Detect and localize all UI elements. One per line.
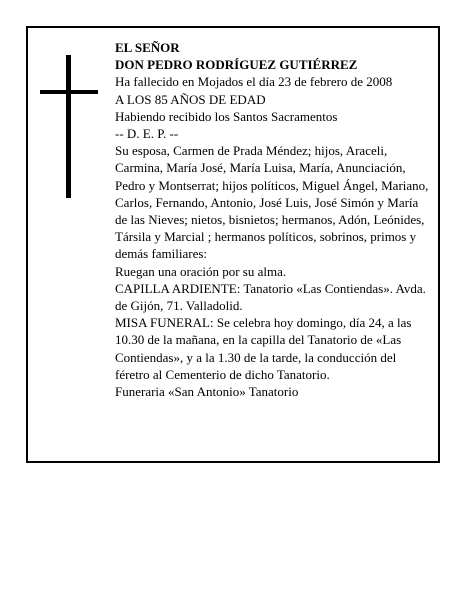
notice-text [115,39,433,400]
chapel-paragraph: CAPILLA ARDIENTE: Tanatorio «Las Contiendas». Avda. de Gijón, 71. Valladolid. [115,280,426,314]
deceased-name: DON PEDRO RODRÍGUEZ GUTIÉRREZ [115,57,358,73]
cross-horizontal-bar [40,90,98,94]
title-line-1: EL SEÑOR [115,40,180,55]
prayer-line: Ruegan una oración por su alma. [115,263,287,279]
cross-vertical-bar [66,55,71,198]
dep-line: -- D. E. P. -- [115,126,179,142]
obituary-notice [26,26,440,463]
sacraments-line: Habiendo recibido los Santos Sacramentos [115,108,338,124]
death-date-line: Ha fallecido en Mojados el día 23 de febrero de 2008 [115,74,393,90]
funeral-home-line: Funeraria «San Antonio» Tanatorio [115,384,299,400]
family-paragraph: Su esposa, Carmen de Prada Méndez; hijos, Araceli, Carmina, María José, María Luisa, María, Anunciación, Pedro y Montserrat; hijos políticos, Miguel Ángel, Mariano, Carlos, Fernando, Antonio, José Luis, José Simón y María de las Nieves; nietos, bisnietos; hermanos, Adón, Leónides, Társila y Marcial ; hermanos políticos, sobrinos, primos y demás familiares: [115,143,429,262]
cross-icon [40,55,98,198]
mass-paragraph: MISA FUNERAL: Se celebra hoy domingo, día 24, a las 10.30 de la mañana, en la capilla del Tanatorio de «Las Contiendas», y a la 1.30 de la tarde, la conducción del féretro al Cementerio de dicho Tanatorio. [115,315,412,382]
age-line: A LOS 85 AÑOS DE EDAD [115,91,266,107]
